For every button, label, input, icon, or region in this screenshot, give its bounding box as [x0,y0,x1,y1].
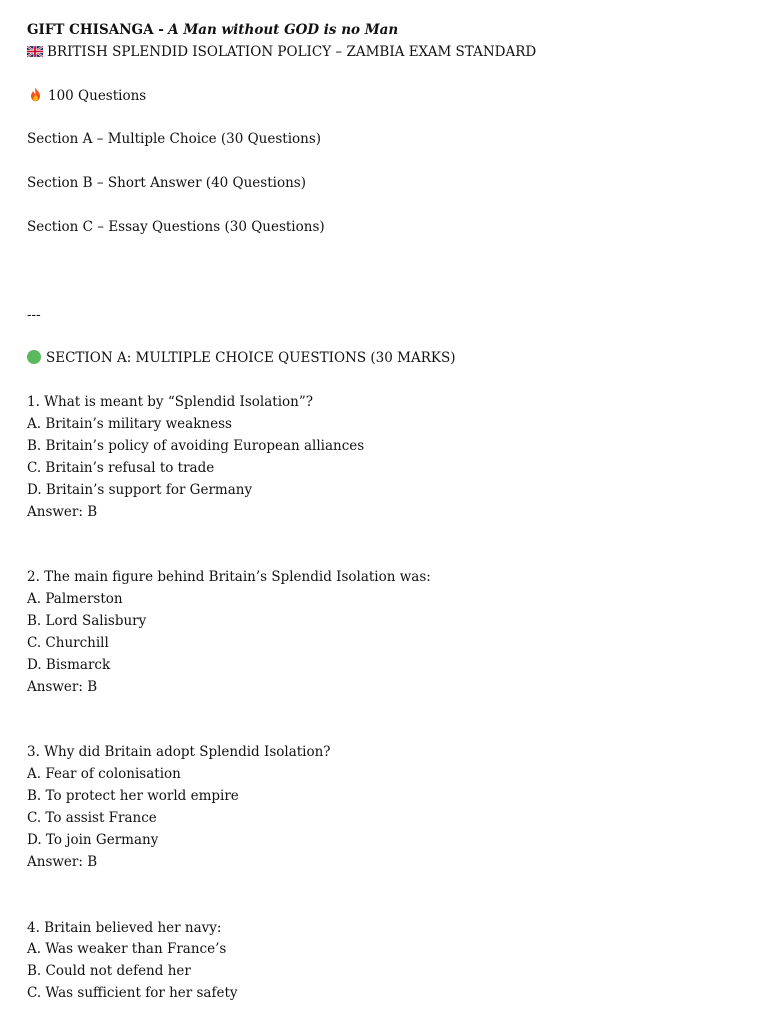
author-line [27,20,747,42]
question-block [27,567,747,698]
option: C. Was sufficient for her safety [27,985,238,1002]
section-summary: Section A – Multiple Choice (30 Questions) [27,131,322,148]
option: B. Britain’s policy of avoiding European alliances [27,437,365,454]
option: B. To protect her world empire [27,788,239,805]
subtitle-line [27,42,747,64]
uk-flag-icon [27,46,43,57]
option: C. Churchill [27,634,109,651]
option: A. Britain’s military weakness [27,416,232,433]
option: D. Bismarck [27,656,111,673]
total-questions-line [27,86,747,108]
option: B. Lord Salisbury [27,613,147,630]
answer: Answer: B [27,503,98,520]
question-text: 3. Why did Britain adopt Splendid Isolation? [27,744,331,761]
option: A. Was weaker than France’s [27,941,227,958]
question-text: 4. Britain believed her navy: [27,919,222,936]
option: A. Palmerston [27,591,123,608]
option: C. To assist France [27,810,157,827]
section-summary: Section C – Essay Questions (30 Questions) [27,219,325,236]
divider: --- [27,306,41,323]
document-page [27,20,747,1005]
section-a-title: SECTION A: MULTIPLE CHOICE QUESTIONS (30 MARKS) [46,350,456,367]
option: D. Britain’s support for Germany [27,481,253,498]
question-block [27,742,747,873]
option: C. Britain’s refusal to trade [27,459,215,476]
option: A. Fear of colonisation [27,766,181,783]
option: B. Could not defend her [27,963,191,980]
green-circle-icon [27,350,41,364]
question-block [27,918,747,1006]
answer: Answer: B [27,678,98,695]
question-text: 1. What is meant by “Splendid Isolation”? [27,394,313,411]
author-motto: A Man without GOD is no Man [168,22,399,38]
fire-icon [27,87,44,102]
question-block [27,392,747,523]
author-name: GIFT CHISANGA - [27,22,164,38]
section-summary: Section B – Short Answer (40 Questions) [27,175,306,192]
document-subtitle: BRITISH SPLENDID ISOLATION POLICY – ZAMBIA EXAM STANDARD [47,43,537,60]
total-questions: 100 Questions [48,87,147,104]
answer: Answer: B [27,853,98,870]
option: D. To join Germany [27,831,159,848]
section-a-heading [27,348,747,370]
question-text: 2. The main figure behind Britain’s Splendid Isolation was: [27,569,431,586]
